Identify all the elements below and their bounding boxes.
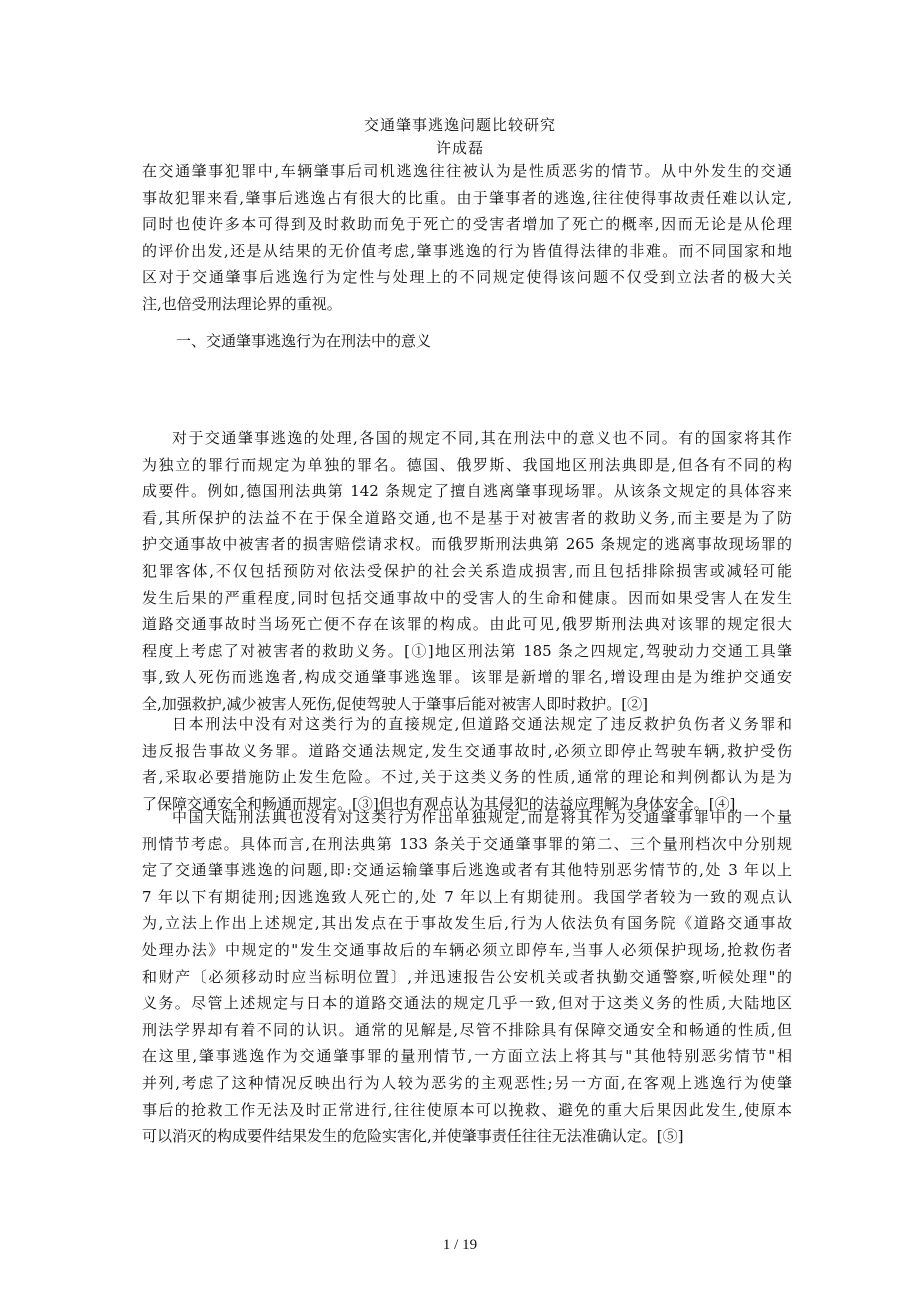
paragraph-line: 在这里,肇事逃逸作为交通肇事罪的量刑情节,一方面立法上将其与"其他特别恶劣情节"相 — [142, 1047, 792, 1066]
paragraph-line: 可以消灭的构成要件结果发生的危险实害化,并使肇事责任往往无法准确认定。[⑤] — [142, 1127, 684, 1146]
paragraph-line: 违反报告事故义务罪。道路交通法规定,发生交通事故时,必须立即停止驾驶车辆,救护受伤 — [142, 741, 792, 760]
intro-paragraph — [142, 158, 792, 318]
section-heading: 一、交通肇事逃逸行为在刑法中的意义 — [176, 332, 432, 350]
paragraph-line: 了保障交通安全和畅通而规定。[③]但也有观点认为其侵犯的法益应理解为身体安全。[④] — [142, 794, 736, 813]
document-title: 交通肇事逃逸问题比较研究 — [363, 116, 556, 134]
paragraph-3 — [142, 804, 792, 1150]
paragraph-1 — [142, 425, 792, 718]
intro-line: 同时也使许多本可得到及时救助而免于死亡的受害者增加了死亡的概率,因而无论是从伦理 — [142, 215, 792, 234]
paragraph-line: 刑情节考虑。具体而言,在刑法典第 133 条关于交通肇事罪的第二、三个量刑档次中分别规 — [142, 834, 792, 853]
paragraph-line: 并列,考虑了这种情况反映出行为人较为恶劣的主观恶性;另一方面,在客观上逃逸行为使肇 — [142, 1073, 792, 1092]
paragraph-line: 犯罪客体,不仅包括预防对依法受保护的社会关系造成损害,而且包括排除损害或减轻可能 — [142, 561, 792, 580]
paragraph-line: 事后的抢救工作无法及时正常进行,往往使原本可以挽救、避免的重大后果因此发生,使原本 — [142, 1100, 792, 1119]
paragraph-line: 对于交通肇事逃逸的处理,各国的规定不同,其在刑法中的意义也不同。有的国家将其作 — [172, 429, 792, 447]
paragraph-2 — [142, 711, 792, 817]
intro-line: 注,也倍受刑法理论界的重视。 — [142, 294, 342, 313]
paragraph-line: 护交通事故中被害者的损害赔偿请求权。而俄罗斯刑法典第 265 条规定的逃离事故现场罪的 — [142, 535, 792, 554]
paragraph-line: 全,加强救护,减少被害人死伤,促使驾驶人于肇事后能对被害人即时救护。[②] — [142, 694, 649, 713]
paragraph-line: 成要件。例如,德国刑法典第 142 条规定了擅自逃离肇事现场罪。从该条文规定的具体容来 — [142, 482, 792, 501]
paragraph-line: 看,其所保护的法益不在于保全道路交通,也不是基于对被害者的救助义务,而主要是为了防 — [142, 508, 792, 527]
page-number: 1 / 19 — [442, 1237, 478, 1253]
paragraph-line: 程度上考虑了对被害者的救助义务。[①]地区刑法第 185 条之四规定,驾驶动力交通工具肇 — [142, 641, 792, 660]
author-name: 许成磊 — [435, 139, 484, 157]
paragraph-line: 和财产〔必须移动时应当标明位置〕,并迅速报告公安机关或者执勤交通警察,听候处理"的 — [142, 967, 792, 986]
paragraph-line: 者,采取必要措施防止发生危险。不过,关于这类义务的性质,通常的理论和判例都认为是为 — [142, 768, 792, 787]
paragraph-line: 发生后果的严重程度,同时包括交通事故中的受害人的生命和健康。因而如果受害人在发生 — [142, 588, 792, 607]
paragraph-line: 义务。尽管上述规定与日本的道路交通法的规定几乎一致,但对于这类义务的性质,大陆地区 — [142, 994, 792, 1013]
intro-line: 在交通肇事犯罪中,车辆肇事后司机逃逸往往被认为是性质恶劣的情节。从中外发生的交通 — [142, 162, 792, 180]
paragraph-line: 为独立的罪行而规定为单独的罪名。德国、俄罗斯、我国地区刑法典即是,但各有不同的构 — [142, 455, 792, 474]
paragraph-line: 7 年以下有期徒刑;因逃逸致人死亡的,处 7 年以上有期徒刑。我国学者较为一致的观点认 — [142, 887, 792, 906]
intro-line: 事故犯罪来看,肇事后逃逸占有很大的比重。由于肇事者的逃逸,往往使得事故责任难以认定, — [142, 188, 792, 207]
paragraph-line: 道路交通事故时当场死亡便不存在该罪的构成。由此可见,俄罗斯刑法典对该罪的规定很大 — [142, 615, 792, 634]
paragraph-line: 处理办法》中规定的"发生交通事故后的车辆必须立即停车,当事人必须保护现场,抢救伤者 — [142, 940, 792, 959]
paragraph-line: 定了交通肇事逃逸的问题,即:交通运输肇事后逃逸或者有其他特别恶劣情节的,处 3 年以上 — [142, 861, 792, 880]
paragraph-line: 事,致人死伤而逃逸者,构成交通肇事逃逸罪。该罪是新增的罪名,增设理由是为维护交通安 — [142, 668, 792, 687]
paragraph-line: 为,立法上作出上述规定,其出发点在于事故发生后,行为人依法负有国务院《道路交通事故 — [142, 914, 792, 933]
intro-line: 的评价出发,还是从结果的无价值考虑,肇事逃逸的行为皆值得法律的非难。而不同国家和地 — [142, 241, 792, 260]
paragraph-line: 刑法学界却有着不同的认识。通常的见解是,尽管不排除具有保障交通安全和畅通的性质,但 — [142, 1020, 792, 1039]
paragraph-line: 日本刑法中没有对这类行为的直接规定,但道路交通法规定了违反救护负伤者义务罪和 — [172, 715, 792, 733]
paragraph-line: 中国大陆刑法典也没有对这类行为作出单独规定,而是将其作为交通肇事罪中的一个量 — [172, 808, 792, 826]
intro-line: 区对于交通肇事后逃逸行为定性与处理上的不同规定使得该问题不仅受到立法者的极大关 — [142, 268, 792, 287]
